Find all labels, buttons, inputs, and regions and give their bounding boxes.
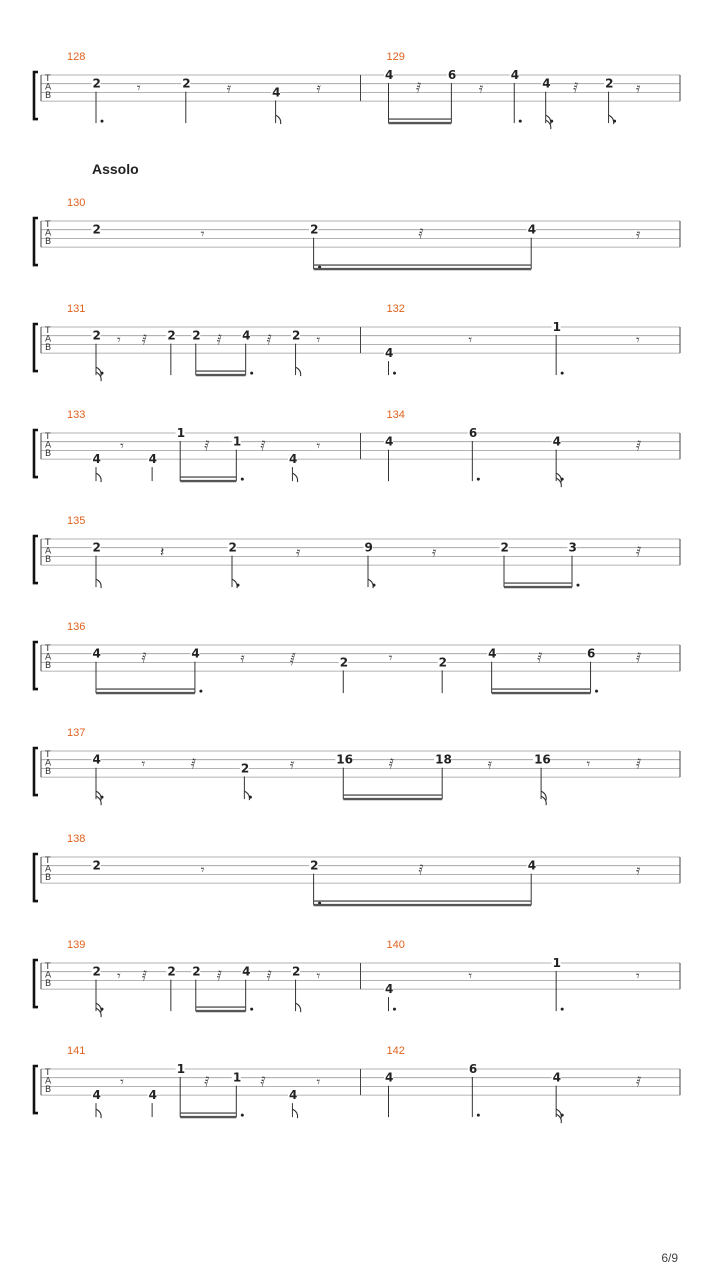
rest-symbol: 𝄿 — [240, 650, 245, 667]
measure-number: 136 — [67, 621, 86, 633]
duration-dot — [101, 120, 104, 123]
fret-number: 4 — [92, 752, 101, 767]
tab-clef-letter: B — [45, 91, 52, 102]
fret-number: 2 — [192, 964, 201, 979]
rest-symbol: 𝄾 — [120, 438, 124, 455]
fret-number: 2 — [310, 222, 319, 237]
rest-symbol: 𝅁 — [289, 650, 296, 667]
fret-number: 2 — [438, 655, 448, 670]
rest-symbol: 𝅀 — [266, 332, 272, 349]
fret-number: 4 — [242, 964, 251, 979]
note-flag — [96, 473, 101, 482]
fret-number: 2 — [605, 76, 614, 91]
fret-number: 2 — [92, 76, 101, 91]
note-flag — [546, 115, 551, 124]
fret-number: 4 — [385, 982, 394, 997]
rest-symbol: 𝄾 — [316, 1074, 321, 1091]
rest-symbol: 𝄾 — [316, 332, 321, 349]
duration-dot — [101, 796, 104, 799]
rest-symbol: 𝄾 — [316, 968, 321, 985]
fret-number: 4 — [542, 76, 551, 91]
note-flag — [96, 791, 101, 800]
rest-symbol: 𝅀 — [266, 968, 272, 985]
rest-symbol: 𝅀 — [388, 756, 394, 773]
page-number: 6/9 — [661, 1251, 678, 1265]
duration-dot — [101, 372, 104, 375]
rest-symbol: 𝅀 — [141, 650, 147, 667]
note-flag — [546, 120, 551, 129]
note-flag — [368, 579, 373, 588]
fret-number: 4 — [552, 1070, 562, 1085]
tab-clef-letter: A — [45, 228, 52, 239]
tab-clef-letter: B — [45, 449, 52, 460]
tab-clef-letter: T — [45, 644, 51, 654]
tab-clef-letter: A — [45, 758, 52, 769]
rest-symbol: 𝄾 — [120, 1074, 124, 1091]
fret-number: 4 — [288, 452, 298, 467]
tab-clef-letter: B — [45, 767, 52, 778]
tab-clef-letter: B — [45, 343, 52, 354]
fret-number: 1 — [176, 426, 186, 440]
fret-number: 4 — [385, 434, 394, 449]
rest-symbol: 𝄾 — [200, 862, 205, 879]
fret-number: 1 — [232, 1070, 242, 1085]
note-flag — [556, 1114, 561, 1123]
measure-number: 132 — [386, 303, 405, 315]
duration-dot — [561, 1008, 564, 1011]
system-bracket — [34, 1066, 38, 1113]
tab-clef-letter: B — [45, 979, 52, 990]
rest-symbol: 𝅀 — [204, 1074, 210, 1091]
fret-number: 2 — [240, 761, 250, 776]
tab-clef-letter: T — [45, 1068, 51, 1078]
duration-dot — [577, 584, 580, 587]
rest-symbol: 𝄿 — [316, 80, 321, 97]
fret-number: 9 — [364, 540, 373, 555]
rest-symbol: 𝅀 — [216, 968, 222, 985]
fret-number: 4 — [385, 346, 394, 361]
fret-number: 2 — [500, 540, 509, 555]
rest-symbol: 𝄾 — [636, 332, 640, 349]
measure-number: 140 — [386, 939, 405, 951]
fret-number: 4 — [92, 1088, 101, 1103]
system-bracket — [34, 72, 38, 119]
system-bracket — [34, 642, 38, 689]
note-flag — [244, 791, 249, 800]
rest-symbol: 𝅀 — [636, 650, 642, 667]
fret-number: 2 — [310, 858, 319, 873]
note-flag — [96, 579, 101, 588]
fret-number: 4 — [552, 434, 562, 449]
rest-symbol: 𝅀 — [636, 438, 642, 455]
fret-number: 3 — [568, 540, 577, 555]
measure-number: 130 — [67, 197, 86, 209]
measure-number: 134 — [386, 409, 405, 421]
fret-number: 1 — [552, 320, 562, 334]
duration-dot — [373, 584, 376, 587]
system-bracket — [34, 854, 38, 901]
duration-dot — [477, 1114, 480, 1117]
rest-symbol: 𝅀 — [141, 332, 148, 349]
tab-clef-letter: T — [45, 538, 51, 548]
rest-symbol: 𝅀 — [260, 1074, 266, 1091]
note-flag — [292, 473, 297, 482]
duration-dot — [237, 584, 240, 587]
tab-clef-letter: T — [45, 962, 51, 972]
measure-number: 129 — [386, 51, 405, 63]
fret-number: 4 — [191, 646, 200, 661]
fret-number: 4 — [527, 222, 537, 237]
fret-number: 4 — [92, 646, 101, 661]
fret-number: 18 — [435, 752, 452, 767]
rest-symbol: 𝅀 — [415, 80, 422, 97]
fret-number: 4 — [148, 452, 157, 467]
note-flag — [541, 791, 546, 800]
tab-clef-letter: T — [45, 326, 51, 336]
fret-number: 2 — [182, 76, 191, 91]
tab-clef-letter: T — [45, 750, 51, 760]
fret-number: 4 — [92, 452, 101, 467]
rest-symbol: 𝅀 — [636, 756, 642, 773]
fret-number: 1 — [552, 956, 562, 970]
rest-symbol: 𝄿 — [289, 756, 295, 773]
tab-clef-letter: B — [45, 661, 52, 672]
note-flag — [96, 372, 101, 381]
rest-symbol: 𝄾 — [468, 968, 473, 985]
tab-clef-letter: B — [45, 555, 52, 566]
fret-number: 16 — [336, 752, 353, 767]
note-flag — [232, 579, 237, 588]
rest-symbol: 𝄿 — [636, 862, 641, 879]
fret-number: 6 — [468, 1062, 478, 1076]
fret-number: 4 — [242, 328, 251, 343]
fret-number: 4 — [148, 1088, 157, 1103]
system-bracket — [34, 218, 38, 265]
measure-number: 137 — [67, 727, 86, 739]
duration-dot — [477, 478, 480, 481]
system-bracket — [34, 430, 38, 477]
fret-number: 2 — [92, 540, 101, 555]
rest-symbol: 𝅀 — [418, 862, 424, 879]
duration-dot — [250, 372, 253, 375]
tab-clef-letter: A — [45, 334, 52, 345]
tab-clef-letter: B — [45, 873, 52, 884]
measure-number: 131 — [67, 303, 86, 315]
duration-dot — [393, 1008, 396, 1011]
rest-symbol: 𝄽 — [160, 544, 165, 561]
fret-number: 2 — [92, 328, 101, 343]
rest-symbol: 𝅀 — [418, 226, 424, 243]
rest-symbol: 𝅀 — [216, 332, 222, 349]
system-bracket — [34, 324, 38, 371]
measure-number: 141 — [67, 1045, 86, 1057]
rest-symbol: 𝄾 — [136, 80, 141, 97]
rest-symbol: 𝅀 — [636, 544, 642, 561]
note-flag — [276, 115, 281, 124]
tab-clef-letter: T — [45, 74, 51, 84]
tab-clef-letter: T — [45, 856, 51, 866]
section-label: Assolo — [92, 161, 139, 177]
tab-clef-letter: A — [45, 652, 52, 663]
tab-clef-letter: T — [45, 220, 51, 230]
fret-number: 4 — [510, 68, 520, 82]
rest-symbol: 𝄿 — [432, 544, 437, 561]
fret-number: 4 — [527, 858, 537, 873]
fret-number: 4 — [488, 646, 497, 661]
note-flag — [96, 796, 101, 805]
fret-number: 1 — [176, 1062, 186, 1076]
note-flag — [296, 1003, 301, 1012]
rest-symbol: 𝅀 — [573, 80, 579, 97]
fret-number: 2 — [339, 655, 349, 670]
fret-number: 2 — [228, 540, 237, 555]
rest-symbol: 𝅀 — [190, 756, 197, 773]
fret-number: 2 — [192, 328, 201, 343]
rest-symbol: 𝄾 — [116, 968, 121, 985]
note-flag — [556, 478, 561, 487]
duration-dot — [613, 120, 616, 123]
fret-number: 2 — [92, 222, 101, 237]
system-bracket — [34, 536, 38, 583]
measure-number: 128 — [67, 51, 86, 63]
tab-clef-letter: A — [45, 440, 52, 451]
note-flag — [292, 1109, 297, 1118]
rest-symbol: 𝄾 — [468, 332, 473, 349]
system-bracket — [34, 960, 38, 1007]
tab-clef-letter: B — [45, 1085, 52, 1096]
tab-clef-letter: B — [45, 237, 52, 248]
fret-number: 2 — [92, 858, 101, 873]
note-flag — [541, 796, 546, 805]
tab-clef-letter: A — [45, 82, 52, 93]
duration-dot — [249, 796, 252, 799]
fret-number: 2 — [167, 964, 176, 979]
fret-number: 1 — [232, 434, 242, 449]
note-flag — [556, 1109, 561, 1118]
duration-dot — [561, 1114, 564, 1117]
note-flag — [96, 1003, 101, 1012]
duration-dot — [519, 120, 522, 123]
note-flag — [609, 115, 614, 124]
rest-symbol: 𝄾 — [141, 756, 146, 773]
measure-number: 142 — [386, 1045, 405, 1057]
measure-number: 138 — [67, 833, 86, 845]
fret-number: 4 — [385, 68, 394, 82]
rest-symbol: 𝄿 — [296, 544, 301, 561]
fret-number: 2 — [292, 964, 301, 979]
tab-clef-letter: A — [45, 1076, 52, 1087]
system-bracket — [34, 748, 38, 795]
fret-number: 6 — [587, 646, 596, 661]
fret-number: 4 — [385, 1070, 394, 1085]
measure-number: 133 — [67, 409, 86, 421]
tab-clef-letter: A — [45, 864, 52, 875]
duration-dot — [595, 690, 598, 693]
fret-number: 4 — [288, 1088, 298, 1103]
note-flag — [96, 1008, 101, 1017]
measure-number: 139 — [67, 939, 86, 951]
fret-number: 2 — [167, 328, 176, 343]
fret-number: 6 — [468, 426, 478, 440]
duration-dot — [561, 478, 564, 481]
fret-number: 2 — [292, 328, 301, 343]
rest-symbol: 𝄿 — [636, 226, 641, 243]
rest-symbol: 𝅀 — [141, 968, 148, 985]
fret-number: 16 — [534, 752, 551, 767]
measure-number: 135 — [67, 515, 86, 527]
note-flag — [96, 1109, 101, 1118]
rest-symbol: 𝄾 — [388, 650, 393, 667]
note-flag — [556, 473, 561, 482]
rest-symbol: 𝄾 — [586, 756, 591, 773]
tab-clef-letter: T — [45, 432, 51, 442]
duration-dot — [241, 478, 244, 481]
rest-symbol: 𝄿 — [636, 80, 641, 97]
tab-clef-letter: A — [45, 546, 52, 557]
fret-number: 6 — [447, 68, 457, 82]
rest-symbol: 𝅀 — [260, 438, 266, 455]
rest-symbol: 𝅀 — [204, 438, 210, 455]
duration-dot — [241, 1114, 244, 1117]
note-flag — [296, 367, 301, 376]
rest-symbol: 𝅀 — [537, 650, 543, 667]
rest-symbol: 𝄿 — [487, 756, 492, 773]
duration-dot — [561, 372, 564, 375]
duration-dot — [550, 120, 553, 123]
rest-symbol: 𝄾 — [116, 332, 121, 349]
fret-number: 2 — [92, 964, 101, 979]
rest-symbol: 𝄿 — [226, 80, 231, 97]
tab-clef-letter: A — [45, 970, 52, 981]
rest-symbol: 𝄾 — [636, 968, 640, 985]
rest-symbol: 𝄿 — [478, 80, 484, 97]
duration-dot — [101, 1008, 104, 1011]
rest-symbol: 𝅀 — [636, 1074, 642, 1091]
duration-dot — [393, 372, 396, 375]
rest-symbol: 𝄾 — [316, 438, 321, 455]
note-flag — [96, 367, 101, 376]
fret-number: 4 — [272, 85, 281, 100]
rest-symbol: 𝄾 — [200, 226, 205, 243]
duration-dot — [250, 1008, 253, 1011]
duration-dot — [199, 690, 202, 693]
